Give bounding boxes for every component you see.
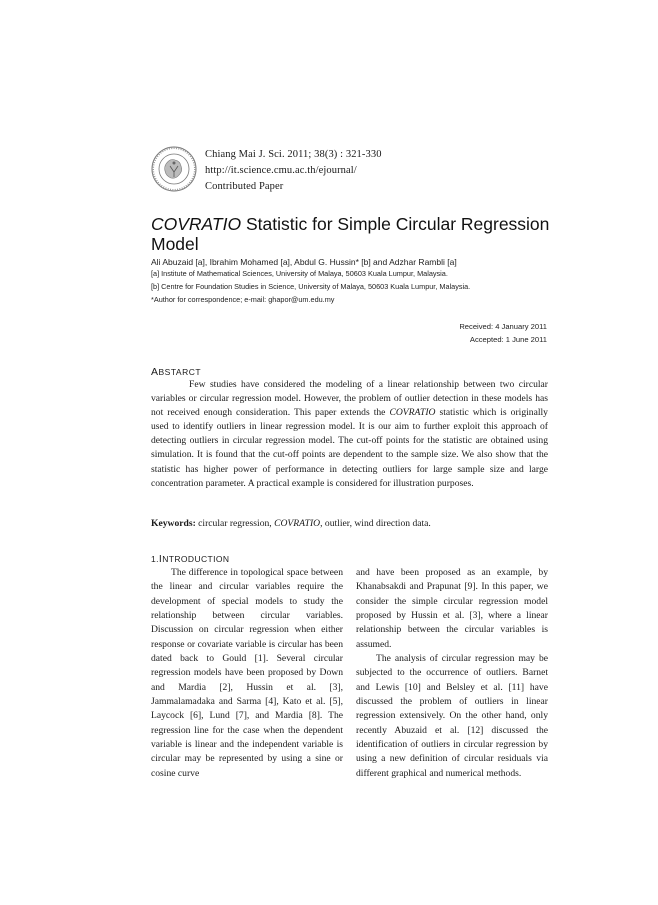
intro-column-right [356, 566, 548, 781]
affiliation-a: [a] Institute of Mathematical Sciences, University of Malaya, 50603 Kuala Lumpur, Malaysia. [151, 269, 448, 278]
keywords-label: Keywords: [151, 518, 196, 529]
journal-seal-logo [151, 146, 197, 192]
dates-block [459, 320, 547, 346]
paper-type: Contributed Paper [205, 181, 284, 192]
intro-paragraph-2: The analysis of circular regression may be subjected to the occurrence of outliers. Barnet and Lewis [10] and Belsley et al. [11] have discussed the problem of outliers in linear regression extensively. On the other hand, only recently Abuzaid et al. [12] discussed the identification of outliers in circular regression by using a new definition of circular residuals via different graphical and numerical methods. [356, 653, 548, 779]
intro-paragraph-1: The difference in topological space between the linear and circular variables require the development of special models to study the relationship between circular variables. Discussion on circular regression when either response or covariate variable is circular has been dated back to Gould [1]. Several circular regression models have been proposed by Down and Mardia [2], Hussin et al. [3], Jammalamadaka and Sarma [4], Kato et al. [5], Laycock [6], Lund [7], and Mardia [8]. The regression line for the case when the dependent variable is linear and the independent variable is circular may be represented by using a sine or cosine curve [151, 567, 343, 779]
title-italic: COVRATIO [151, 214, 242, 234]
correspondence-note: *Author for correspondence; e-mail: ghapor@um.edu.my [151, 295, 335, 304]
received-date: Received: 4 January 2011 [459, 322, 547, 331]
keywords-line: Keywords: circular regression, COVRATIO, outlier, wind direction data. [151, 518, 431, 529]
intro-column-left [151, 566, 343, 781]
journal-citation: Chiang Mai J. Sci. 2011; 38(3) : 321-330 [205, 149, 382, 160]
accepted-date: Accepted: 1 June 2011 [469, 335, 547, 344]
title-rest: Statistic for Simple Circular Regression Model [151, 214, 550, 254]
paper-title [151, 214, 571, 254]
affiliation-b: [b] Centre for Foundation Studies in Science, University of Malaya, 50603 Kuala Lumpur, Malaysia. [151, 282, 471, 291]
abstract-text: Few studies have considered the modeling of a linear relationship between two circular variables or circular regression model. However, the problem of outlier detection in these models has not received enough consideration. This paper extends the COVRATIO statistic which is originally used to identify outliers in linear regression model. It is our aim to further exploit this approach of detecting outliers in circular regression model. The cut-off points for the statistic are obtained using simulation. It is found that the cut-off points are dependent to the sample size. We also show that the statistic has higher power of performance in detecting outliers for large sample size and large concentration parameter. A practical example is considered for illustration purposes. [151, 379, 548, 489]
author-list: Ali Abuzaid [a], Ibrahim Mohamed [a], Abdul G. Hussin* [b] and Adzhar Rambli [a] [151, 257, 457, 267]
journal-url[interactable]: http://it.science.cmu.ac.th/ejournal/ [205, 165, 357, 176]
affiliations [151, 267, 470, 306]
introduction-heading: 1.INTRODUCTION [151, 553, 230, 565]
intro-paragraph-1-cont: and have been proposed as an example, by Khanabsakdi and Prapunat [9]. In this paper, we consider the simple circular regression model proposed by Hussin et al. [3], where a linear relationship between the circular variables is assumed. [356, 567, 548, 650]
abstract-heading: ABSTARCT [151, 366, 202, 378]
journal-header [205, 147, 382, 195]
